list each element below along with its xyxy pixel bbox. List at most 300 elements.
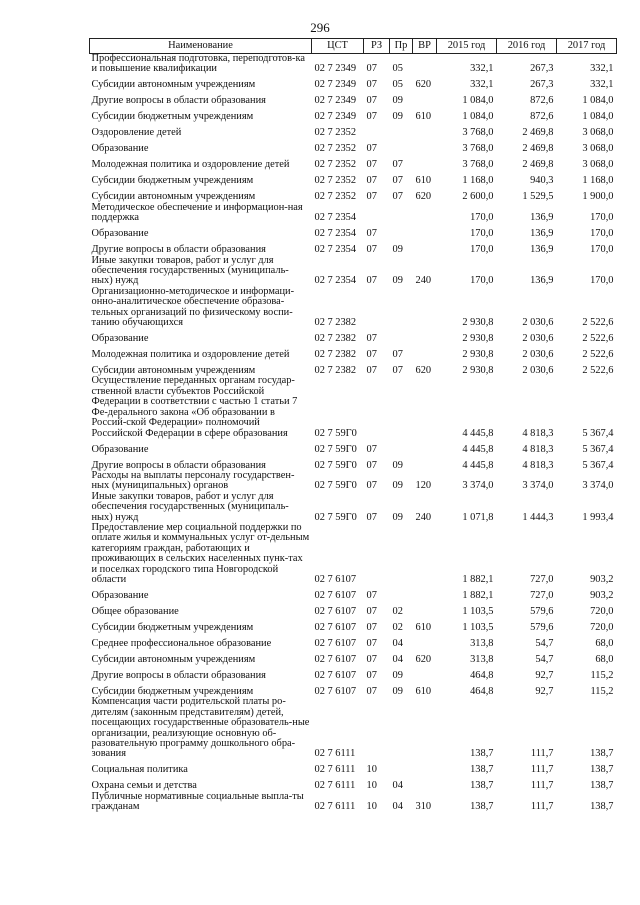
cell-2016: 136,9 xyxy=(530,275,554,287)
cell-vr xyxy=(413,203,437,224)
cell-2017: 138,7 xyxy=(590,780,614,792)
cell-2017: 332,1 xyxy=(590,63,614,75)
cell-2015: 2 930,8 xyxy=(462,333,494,345)
cell-name: Молодежная политика и оздоровление детей xyxy=(91,349,290,361)
cell-pr: 07 xyxy=(392,175,403,187)
cell-2015: 2 930,8 xyxy=(462,349,494,361)
table-row xyxy=(90,585,617,601)
table-row xyxy=(90,681,617,697)
cell-2015: 313,8 xyxy=(470,653,494,665)
table-row xyxy=(90,633,617,649)
cell-2015: 1 103,5 xyxy=(462,621,494,633)
cell-cst: 02 7 6107 xyxy=(314,621,357,633)
cell-2017: 1 993,4 xyxy=(582,511,614,523)
cell-2015: 464,8 xyxy=(470,669,494,681)
cell-2016: 2 030,6 xyxy=(522,349,554,361)
cell-2017: 3 374,0 xyxy=(582,480,614,492)
cell-rz: 07 xyxy=(366,480,377,492)
cell-cst: 02 7 6107 xyxy=(314,653,357,665)
cell-name: Расходы на выплаты персоналу государствен-ных (муниципальных) органов xyxy=(91,469,295,492)
cell-name: Образование xyxy=(91,333,149,345)
cell-pr: 04 xyxy=(392,637,403,649)
table-row xyxy=(90,75,617,91)
cell-2017: 1 084,0 xyxy=(582,95,614,107)
cell-name: Иные закупки товаров, работ и услуг для обеспечения государственных (муниципаль-ных) нужд xyxy=(91,254,289,287)
table-row xyxy=(90,455,617,471)
cell-cst: 02 7 6107 xyxy=(314,669,357,681)
cell-pr: 09 xyxy=(392,111,403,123)
cell-cst: 02 7 2352 xyxy=(314,191,357,203)
cell-pr: 09 xyxy=(392,511,403,523)
cell-rz: 07 xyxy=(366,333,377,345)
table-row xyxy=(90,171,617,187)
table-row xyxy=(90,91,617,107)
cell-2016: 136,9 xyxy=(530,228,554,240)
header-cst: ЦСТ xyxy=(312,39,364,54)
cell-vr xyxy=(413,776,437,792)
cell-2016: 92,7 xyxy=(535,669,554,681)
header-2017: 2017 год xyxy=(557,39,617,54)
cell-vr xyxy=(413,54,437,75)
cell-vr: 620 xyxy=(415,653,432,665)
table-row xyxy=(90,240,617,256)
cell-2016: 579,6 xyxy=(530,621,554,633)
cell-2016: 4 818,3 xyxy=(522,427,554,439)
table-row xyxy=(90,287,617,329)
cell-vr xyxy=(413,455,437,471)
cell-pr: 07 xyxy=(392,365,403,377)
cell-vr xyxy=(413,344,437,360)
cell-cst: 02 7 2354 xyxy=(314,244,357,256)
cell-2015: 170,0 xyxy=(470,228,494,240)
table-row xyxy=(90,203,617,224)
cell-2016: 1 444,3 xyxy=(522,511,554,523)
cell-2016: 111,7 xyxy=(530,748,554,760)
cell-2015: 170,0 xyxy=(470,212,494,224)
cell-rz: 07 xyxy=(366,653,377,665)
cell-2017: 5 367,4 xyxy=(582,427,614,439)
budget-table xyxy=(89,38,617,813)
cell-name: Образование xyxy=(91,228,149,240)
cell-rz: 07 xyxy=(366,365,377,377)
cell-2016: 579,6 xyxy=(530,605,554,617)
cell-cst: 02 7 2354 xyxy=(314,275,357,287)
cell-pr xyxy=(390,287,413,329)
cell-rz xyxy=(364,287,390,329)
cell-vr: 610 xyxy=(415,621,432,633)
cell-pr: 09 xyxy=(392,480,403,492)
cell-vr xyxy=(413,224,437,240)
cell-name: Среднее профессиональное образование xyxy=(91,637,272,649)
cell-2017: 68,0 xyxy=(595,653,614,665)
cell-vr: 240 xyxy=(415,511,432,523)
cell-2017: 170,0 xyxy=(590,228,614,240)
cell-2017: 170,0 xyxy=(590,275,614,287)
cell-pr: 02 xyxy=(392,605,403,617)
cell-2015: 1 071,8 xyxy=(462,511,494,523)
table-row xyxy=(90,649,617,665)
cell-2016: 267,3 xyxy=(530,79,554,91)
cell-cst: 02 7 2349 xyxy=(314,95,357,107)
cell-2016: 2 469,8 xyxy=(522,127,554,139)
cell-name: Методическое обеспечение и информацион-ная поддержка xyxy=(91,201,303,224)
cell-cst: 02 7 6107 xyxy=(314,605,357,617)
cell-vr: 240 xyxy=(415,275,432,287)
cell-pr xyxy=(390,139,413,155)
cell-pr: 04 xyxy=(392,801,403,813)
cell-vr: 620 xyxy=(415,191,432,203)
table-row xyxy=(90,376,617,438)
cell-2017: 720,0 xyxy=(590,605,614,617)
table-row xyxy=(90,107,617,123)
cell-2017: 115,2 xyxy=(590,669,614,681)
cell-cst: 02 7 2382 xyxy=(314,365,357,377)
table-row xyxy=(90,54,617,75)
cell-2017: 2 522,6 xyxy=(582,349,614,361)
cell-rz: 07 xyxy=(366,669,377,681)
cell-vr xyxy=(413,523,437,585)
cell-vr: 610 xyxy=(415,111,432,123)
cell-vr xyxy=(413,155,437,171)
cell-cst: 02 7 2349 xyxy=(314,111,357,123)
cell-name: Субсидии автономным учреждениям xyxy=(91,191,256,203)
cell-2016: 111,7 xyxy=(530,801,554,813)
cell-vr: 120 xyxy=(415,480,432,492)
cell-2015: 4 445,8 xyxy=(462,459,494,471)
cell-rz: 07 xyxy=(366,443,377,455)
cell-pr xyxy=(390,760,413,776)
cell-vr: 310 xyxy=(415,801,432,813)
cell-2015: 332,1 xyxy=(470,79,494,91)
cell-rz: 07 xyxy=(366,111,377,123)
cell-2016: 54,7 xyxy=(535,637,554,649)
table-row xyxy=(90,155,617,171)
cell-rz: 07 xyxy=(366,637,377,649)
cell-2016: 727,0 xyxy=(530,573,554,585)
cell-2017: 115,2 xyxy=(590,685,614,697)
cell-2017: 3 068,0 xyxy=(582,159,614,171)
cell-vr: 620 xyxy=(415,365,432,377)
cell-2015: 3 768,0 xyxy=(462,143,494,155)
cell-2016: 2 030,6 xyxy=(522,317,554,329)
cell-vr: 610 xyxy=(415,685,432,697)
cell-2016: 136,9 xyxy=(530,212,554,224)
table-row xyxy=(90,224,617,240)
cell-pr: 09 xyxy=(392,685,403,697)
cell-2016: 1 529,5 xyxy=(522,191,554,203)
cell-2017: 170,0 xyxy=(590,212,614,224)
cell-2017: 1 900,0 xyxy=(582,191,614,203)
cell-cst: 02 7 59Г0 xyxy=(314,443,357,455)
cell-vr xyxy=(413,287,437,329)
table-row xyxy=(90,665,617,681)
cell-2015: 2 930,8 xyxy=(462,317,494,329)
table-row xyxy=(90,187,617,203)
table-header-row xyxy=(90,39,617,54)
cell-2016: 136,9 xyxy=(530,244,554,256)
cell-pr: 09 xyxy=(392,669,403,681)
cell-name: Субсидии автономным учреждениям xyxy=(91,653,256,665)
cell-name: Иные закупки товаров, работ и услуг для обеспечения государственных (муниципаль-ных) нужд xyxy=(91,490,289,523)
table-row xyxy=(90,697,617,759)
table-row xyxy=(90,360,617,376)
cell-2015: 464,8 xyxy=(470,685,494,697)
cell-rz xyxy=(364,203,390,224)
cell-vr xyxy=(413,665,437,681)
cell-2017: 3 068,0 xyxy=(582,143,614,155)
cell-rz: 07 xyxy=(366,175,377,187)
cell-name: Субсидии бюджетным учреждениям xyxy=(91,685,254,697)
cell-name: Компенсация части родительской платы ро-дителям (законным представителям) детей, посещающих государственные образователь-ные организации, реализующие основную об-разовательную программу дошкольного обра-зования xyxy=(91,696,310,760)
cell-pr xyxy=(390,697,413,759)
cell-vr xyxy=(413,760,437,776)
cell-2015: 1 168,0 xyxy=(462,175,494,187)
table-row xyxy=(90,792,617,813)
cell-vr: 620 xyxy=(415,79,432,91)
cell-pr xyxy=(390,585,413,601)
cell-pr: 09 xyxy=(392,275,403,287)
cell-2015: 3 768,0 xyxy=(462,127,494,139)
cell-vr xyxy=(413,697,437,759)
cell-cst: 02 7 2354 xyxy=(314,228,357,240)
cell-rz: 07 xyxy=(366,63,377,75)
cell-name: Субсидии автономным учреждениям xyxy=(91,79,256,91)
cell-pr: 04 xyxy=(392,653,403,665)
cell-2017: 2 522,6 xyxy=(582,333,614,345)
cell-cst: 02 7 2352 xyxy=(314,127,357,139)
cell-2016: 940,3 xyxy=(530,175,554,187)
cell-2016: 872,6 xyxy=(530,95,554,107)
cell-pr xyxy=(390,203,413,224)
cell-2015: 138,7 xyxy=(470,764,494,776)
cell-name: Образование xyxy=(91,589,149,601)
cell-2016: 2 469,8 xyxy=(522,143,554,155)
cell-pr: 04 xyxy=(392,780,403,792)
table-row xyxy=(90,601,617,617)
cell-vr xyxy=(413,240,437,256)
cell-2015: 138,7 xyxy=(470,801,494,813)
header-2015: 2015 год xyxy=(437,39,497,54)
cell-name: Субсидии бюджетным учреждениям xyxy=(91,621,254,633)
cell-name: Предоставление мер социальной поддержки по оплате жилья и коммунальных услуг от-дельным категориям граждан, работающих и проживающих в сельских населенных пунк-тах и поселках городского типа Новгородской области xyxy=(91,521,310,585)
cell-2017: 138,7 xyxy=(590,764,614,776)
cell-cst: 02 7 6107 xyxy=(314,637,357,649)
cell-cst: 02 7 2352 xyxy=(314,175,357,187)
cell-rz: 07 xyxy=(366,511,377,523)
table-row xyxy=(90,617,617,633)
cell-2015: 1 084,0 xyxy=(462,111,494,123)
cell-2016: 2 030,6 xyxy=(522,365,554,377)
header-vr: ВР xyxy=(413,39,437,54)
header-rz: РЗ xyxy=(364,39,390,54)
cell-pr xyxy=(390,376,413,438)
cell-name: Образование xyxy=(91,443,149,455)
cell-cst: 02 7 59Г0 xyxy=(314,459,357,471)
cell-pr: 09 xyxy=(392,95,403,107)
cell-pr: 07 xyxy=(392,159,403,171)
cell-cst: 02 7 2349 xyxy=(314,63,357,75)
cell-pr: 07 xyxy=(392,191,403,203)
cell-2015: 4 445,8 xyxy=(462,443,494,455)
cell-2015: 138,7 xyxy=(470,748,494,760)
cell-pr xyxy=(390,523,413,585)
cell-vr xyxy=(413,91,437,107)
cell-cst: 02 7 6107 xyxy=(314,685,357,697)
cell-rz: 07 xyxy=(366,191,377,203)
cell-2017: 2 522,6 xyxy=(582,317,614,329)
cell-2016: 4 818,3 xyxy=(522,443,554,455)
cell-cst: 02 7 2349 xyxy=(314,79,357,91)
cell-2015: 332,1 xyxy=(470,63,494,75)
cell-pr: 07 xyxy=(392,349,403,361)
cell-pr: 09 xyxy=(392,244,403,256)
cell-2016: 2 469,8 xyxy=(522,159,554,171)
cell-2015: 3 374,0 xyxy=(462,480,494,492)
cell-rz: 10 xyxy=(366,780,377,792)
cell-name: Осуществление переданных органам государ-ственной власти субъектов Российской Федерации в соответствии с частью 1 статьи 7 Фе-дерального закона «Об образовании в Россий-ской Федерации» полномочий Российской Федерации в сфере образования xyxy=(91,375,298,439)
table-row xyxy=(90,523,617,585)
cell-rz: 07 xyxy=(366,349,377,361)
cell-rz: 10 xyxy=(366,764,377,776)
cell-2016: 4 818,3 xyxy=(522,459,554,471)
cell-cst: 02 7 2352 xyxy=(314,159,357,171)
cell-vr xyxy=(413,123,437,139)
cell-rz: 07 xyxy=(366,605,377,617)
cell-pr: 09 xyxy=(392,459,403,471)
cell-cst: 02 7 59Г0 xyxy=(314,427,357,439)
cell-cst: 02 7 2354 xyxy=(314,212,357,224)
cell-vr: 610 xyxy=(415,175,432,187)
cell-pr: 02 xyxy=(392,621,403,633)
cell-2015: 1 882,1 xyxy=(462,589,494,601)
cell-2016: 3 374,0 xyxy=(522,480,554,492)
cell-rz: 07 xyxy=(366,79,377,91)
cell-pr xyxy=(390,224,413,240)
cell-2017: 903,2 xyxy=(590,573,614,585)
cell-2015: 2 600,0 xyxy=(462,191,494,203)
cell-cst: 02 7 2382 xyxy=(314,333,357,345)
cell-rz: 07 xyxy=(366,143,377,155)
cell-name: Образование xyxy=(91,143,149,155)
cell-rz: 07 xyxy=(366,275,377,287)
cell-2017: 170,0 xyxy=(590,244,614,256)
table-row xyxy=(90,471,617,492)
cell-cst: 02 7 6111 xyxy=(314,801,356,813)
cell-rz xyxy=(364,523,390,585)
cell-2016: 872,6 xyxy=(530,111,554,123)
table-row xyxy=(90,776,617,792)
cell-vr xyxy=(413,439,437,455)
cell-cst: 02 7 2352 xyxy=(314,143,357,155)
cell-2015: 3 768,0 xyxy=(462,159,494,171)
table-row xyxy=(90,760,617,776)
cell-2016: 54,7 xyxy=(535,653,554,665)
cell-2015: 4 445,8 xyxy=(462,427,494,439)
table-row xyxy=(90,344,617,360)
table-row xyxy=(90,439,617,455)
cell-2016: 111,7 xyxy=(530,764,554,776)
cell-name: Субсидии автономным учреждениям xyxy=(91,365,256,377)
cell-2017: 1 084,0 xyxy=(582,111,614,123)
cell-2017: 903,2 xyxy=(590,589,614,601)
cell-2017: 2 522,6 xyxy=(582,365,614,377)
cell-name: Социальная политика xyxy=(91,764,188,776)
cell-rz xyxy=(364,697,390,759)
cell-2017: 138,7 xyxy=(590,801,614,813)
cell-2017: 720,0 xyxy=(590,621,614,633)
cell-name: Профессиональная подготовка, переподготов-ка и повышение квалификации xyxy=(91,53,305,75)
cell-vr xyxy=(413,328,437,344)
cell-cst: 02 7 6111 xyxy=(314,764,356,776)
table-row xyxy=(90,139,617,155)
cell-2015: 138,7 xyxy=(470,780,494,792)
cell-cst: 02 7 6111 xyxy=(314,748,356,760)
cell-cst: 02 7 59Г0 xyxy=(314,511,357,523)
cell-rz: 07 xyxy=(366,685,377,697)
cell-2017: 1 168,0 xyxy=(582,175,614,187)
cell-rz: 07 xyxy=(366,95,377,107)
cell-pr xyxy=(390,123,413,139)
cell-vr xyxy=(413,376,437,438)
cell-2016: 111,7 xyxy=(530,780,554,792)
cell-cst: 02 7 6107 xyxy=(314,589,357,601)
cell-vr xyxy=(413,633,437,649)
cell-2015: 2 930,8 xyxy=(462,365,494,377)
cell-cst: 02 7 59Г0 xyxy=(314,480,357,492)
cell-2015: 170,0 xyxy=(470,275,494,287)
cell-2016: 2 030,6 xyxy=(522,333,554,345)
table-body xyxy=(90,54,617,813)
cell-name: Другие вопросы в области образования xyxy=(91,459,266,471)
cell-pr: 05 xyxy=(392,79,403,91)
cell-name: Охрана семьи и детства xyxy=(91,780,197,792)
cell-rz: 07 xyxy=(366,459,377,471)
cell-vr xyxy=(413,585,437,601)
cell-2017: 332,1 xyxy=(590,79,614,91)
cell-name: Другие вопросы в области образования xyxy=(91,95,266,107)
header-pr: Пр xyxy=(390,39,413,54)
cell-name: Другие вопросы в области образования xyxy=(91,669,266,681)
cell-rz xyxy=(364,123,390,139)
cell-rz: 07 xyxy=(366,244,377,256)
cell-rz xyxy=(364,376,390,438)
cell-2017: 3 068,0 xyxy=(582,127,614,139)
cell-pr: 05 xyxy=(392,63,403,75)
cell-name: Публичные нормативные социальные выпла-ты гражданам xyxy=(91,790,304,813)
cell-cst: 02 7 2382 xyxy=(314,317,357,329)
cell-rz: 10 xyxy=(366,801,377,813)
cell-2016: 92,7 xyxy=(535,685,554,697)
cell-vr xyxy=(413,139,437,155)
cell-pr xyxy=(390,328,413,344)
table-row xyxy=(90,123,617,139)
header-2016: 2016 год xyxy=(497,39,557,54)
cell-2015: 1 882,1 xyxy=(462,573,494,585)
cell-cst: 02 7 6111 xyxy=(314,780,356,792)
cell-2015: 1 084,0 xyxy=(462,95,494,107)
cell-name: Молодежная политика и оздоровление детей xyxy=(91,159,290,171)
cell-name: Другие вопросы в области образования xyxy=(91,244,266,256)
cell-2015: 170,0 xyxy=(470,244,494,256)
cell-2016: 267,3 xyxy=(530,63,554,75)
cell-rz: 07 xyxy=(366,621,377,633)
cell-2015: 313,8 xyxy=(470,637,494,649)
cell-name: Субсидии бюджетным учреждениям xyxy=(91,111,254,123)
cell-rz: 07 xyxy=(366,159,377,171)
cell-pr xyxy=(390,439,413,455)
table-row xyxy=(90,256,617,287)
cell-cst: 02 7 6107 xyxy=(314,573,357,585)
